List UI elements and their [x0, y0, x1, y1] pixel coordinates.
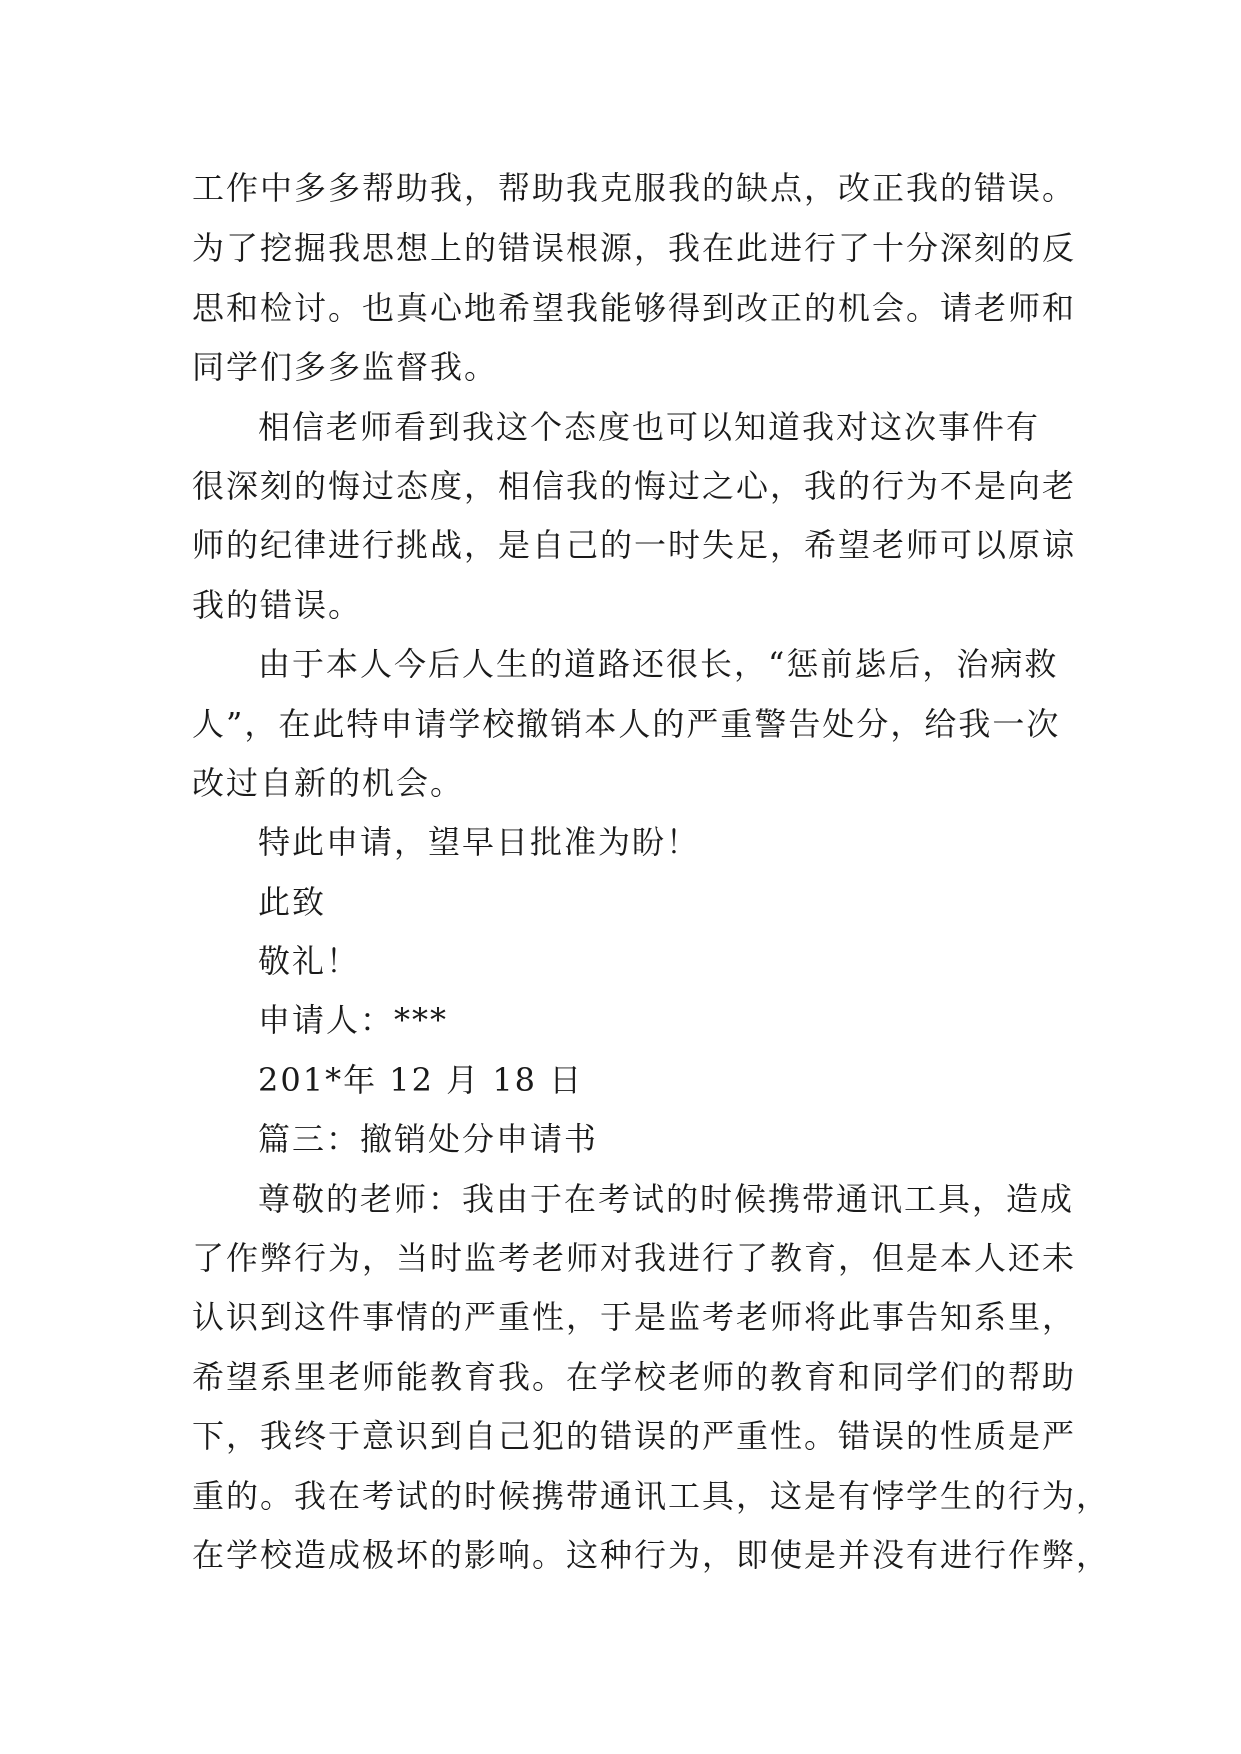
- text-line: 很深刻的悔过态度，相信我的悔过之心，我的行为不是向老: [192, 467, 1077, 505]
- closing-request: 特此申请，望早日批准为盼！: [258, 823, 701, 861]
- text-line: 下，我终于意识到自己犯的错误的严重性。错误的性质是严: [192, 1417, 1077, 1455]
- section-heading: 篇三：撤销处分申请书: [258, 1120, 599, 1158]
- paragraph-start: 相信老师看到我这个态度也可以知道我对这次事件有: [258, 408, 1041, 446]
- paragraph-start: 尊敬的老师：我由于在考试的时候携带通讯工具，造成: [258, 1180, 1075, 1218]
- applicant: 申请人：***: [258, 1001, 449, 1039]
- text-line: 人”，在此特申请学校撤销本人的严重警告处分，给我一次: [192, 705, 1061, 743]
- text-line: 师的纪律进行挑战，是自己的一时失足，希望老师可以原谅: [192, 526, 1077, 564]
- text-line: 认识到这件事情的严重性，于是监考老师将此事告知系里，: [192, 1298, 1077, 1336]
- text-line: 改过自新的机会。: [192, 764, 465, 802]
- text-line: 同学们多多监督我。: [192, 348, 499, 386]
- text-line: 在学校造成极坏的影响。这种行为，即使是并没有进行作弊，: [192, 1536, 1111, 1574]
- text-line: 为了挖掘我思想上的错误根源，我在此进行了十分深刻的反: [192, 229, 1077, 267]
- text-line: 希望系里老师能教育我。在学校老师的教育和同学们的帮助: [192, 1358, 1077, 1396]
- salutation: 此致: [258, 883, 327, 921]
- date: 201*年 12 月 18 日: [258, 1061, 584, 1099]
- text-line: 重的。我在考试的时候携带通讯工具，这是有悖学生的行为，: [192, 1477, 1111, 1515]
- regards: 敬礼！: [258, 942, 361, 980]
- paragraph-start: 由于本人今后人生的道路还很长，“惩前毖后，治病救: [258, 645, 1059, 683]
- text-line: 思和检讨。也真心地希望我能够得到改正的机会。请老师和: [192, 289, 1077, 327]
- text-line: 工作中多多帮助我，帮助我克服我的缺点，改正我的错误。: [192, 169, 1077, 207]
- text-line: 了作弊行为，当时监考老师对我进行了教育，但是本人还未: [192, 1239, 1077, 1277]
- text-line: 我的错误。: [192, 586, 363, 624]
